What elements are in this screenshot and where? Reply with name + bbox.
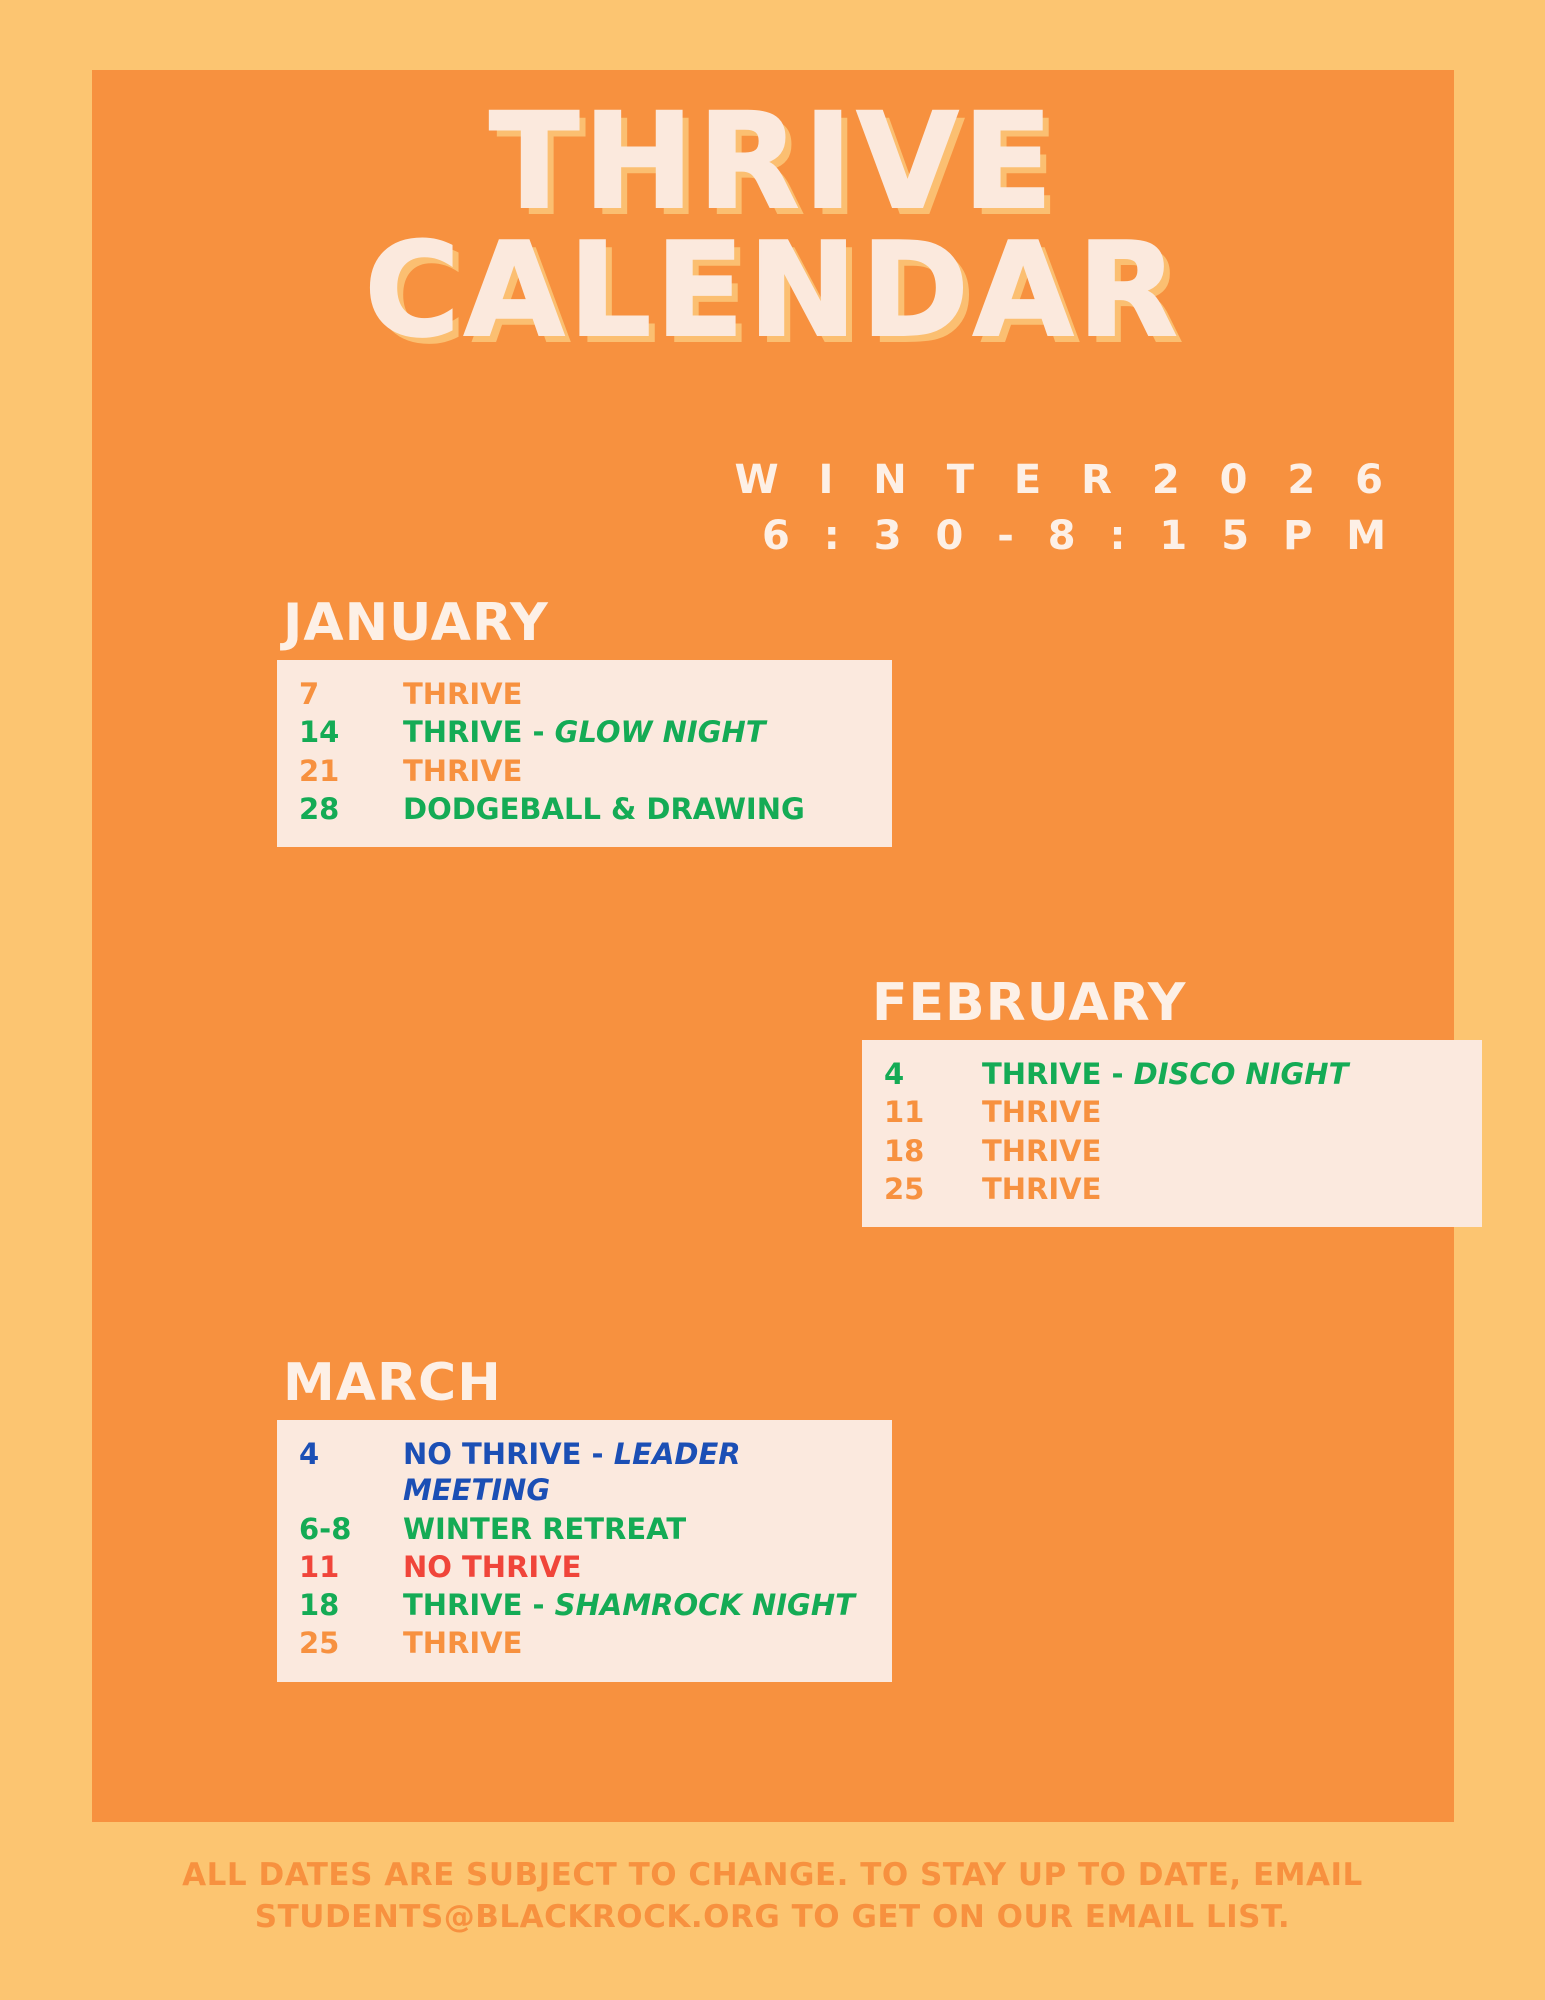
event-date: 11 bbox=[884, 1095, 925, 1130]
event-date: 21 bbox=[299, 753, 340, 788]
event-date: 25 bbox=[884, 1171, 925, 1206]
footer-line-2: STUDENTS@BLACKROCK.ORG TO GET ON OUR EMAIL LIST. bbox=[254, 1898, 1291, 1935]
event-row bbox=[884, 1094, 1460, 1130]
event-row bbox=[884, 1171, 1460, 1207]
event-label: THRIVE bbox=[982, 1133, 1102, 1168]
month-title: MARCH bbox=[283, 1353, 502, 1413]
event-label-emphasis: SHAMROCK NIGHT bbox=[554, 1588, 855, 1623]
footer-note bbox=[0, 1855, 1545, 1939]
event-label: THRIVE - SHAMROCK NIGHT bbox=[403, 1588, 855, 1623]
month-events-card bbox=[277, 660, 892, 847]
event-date: 18 bbox=[884, 1133, 925, 1168]
event-row bbox=[884, 1056, 1460, 1092]
month-events-card bbox=[862, 1040, 1482, 1227]
poster-title bbox=[92, 85, 1454, 367]
month-title: JANUARY bbox=[283, 593, 549, 653]
event-label-emphasis: GLOW NIGHT bbox=[554, 715, 766, 750]
event-row bbox=[299, 1511, 870, 1547]
event-label: THRIVE bbox=[403, 753, 523, 788]
subtitle-season: W I N T E R 2 0 2 6 bbox=[734, 457, 1396, 503]
event-row bbox=[299, 714, 870, 750]
event-date: 6-8 bbox=[299, 1511, 352, 1546]
event-label: THRIVE - DISCO NIGHT bbox=[982, 1057, 1349, 1092]
event-date: 11 bbox=[299, 1549, 340, 1584]
subtitle-time: 6 : 3 0 - 8 : 1 5 P M bbox=[762, 513, 1396, 559]
title-line-1: THRIVE bbox=[489, 85, 1057, 239]
event-date: 4 bbox=[299, 1437, 320, 1472]
month-title: FEBRUARY bbox=[872, 973, 1187, 1033]
poster-subtitle bbox=[734, 455, 1396, 561]
footer-line-1: ALL DATES ARE SUBJECT TO CHANGE. TO STAY UP TO DATE, EMAIL bbox=[182, 1857, 1363, 1893]
event-date: 28 bbox=[299, 791, 340, 826]
event-row bbox=[299, 1625, 870, 1661]
event-date: 7 bbox=[299, 677, 320, 712]
event-row bbox=[299, 1549, 870, 1585]
month-block-march bbox=[277, 1355, 892, 1682]
event-label: NO THRIVE - LEADER MEETING bbox=[403, 1437, 741, 1508]
event-label: NO THRIVE bbox=[403, 1549, 582, 1584]
event-label: THRIVE bbox=[982, 1095, 1102, 1130]
event-row bbox=[299, 753, 870, 789]
event-label-emphasis: LEADER MEETING bbox=[403, 1437, 741, 1508]
event-date: 4 bbox=[884, 1057, 905, 1092]
event-date: 14 bbox=[299, 715, 340, 750]
event-label: WINTER RETREAT bbox=[403, 1511, 687, 1546]
title-line-2: CALENDAR bbox=[364, 214, 1182, 367]
event-date: 25 bbox=[299, 1626, 340, 1661]
event-label: THRIVE - GLOW NIGHT bbox=[403, 715, 766, 750]
month-block-january bbox=[277, 595, 892, 847]
event-label-emphasis: DISCO NIGHT bbox=[1133, 1057, 1349, 1092]
event-label: DODGEBALL & DRAWING bbox=[403, 791, 805, 826]
event-label: THRIVE bbox=[403, 1626, 523, 1661]
event-row bbox=[299, 791, 870, 827]
event-date: 18 bbox=[299, 1588, 340, 1623]
event-label: THRIVE bbox=[982, 1171, 1102, 1206]
event-row bbox=[299, 1587, 870, 1623]
event-label: THRIVE bbox=[403, 677, 523, 712]
event-row bbox=[299, 676, 870, 712]
event-row bbox=[299, 1436, 870, 1509]
event-row bbox=[884, 1133, 1460, 1169]
month-events-card bbox=[277, 1420, 892, 1682]
poster-canvas bbox=[92, 70, 1454, 1822]
month-block-february bbox=[862, 975, 1482, 1227]
